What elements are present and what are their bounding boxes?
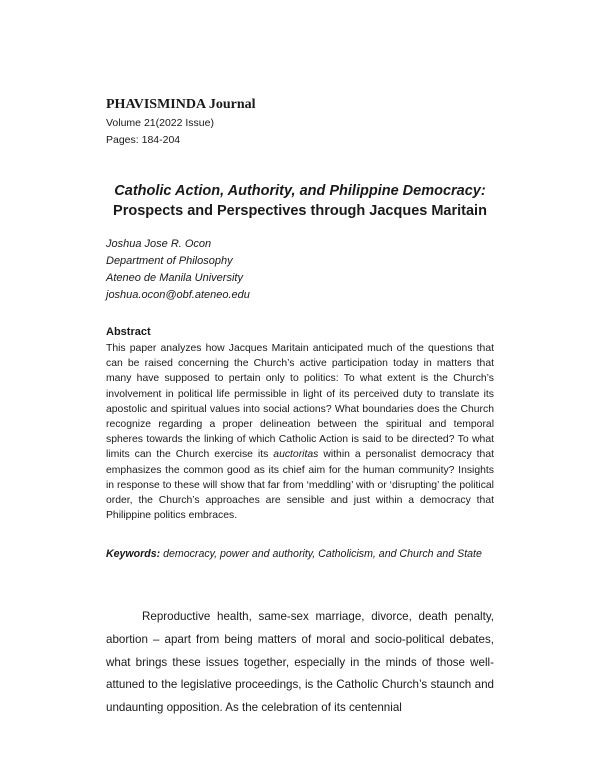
abstract-text — [106, 341, 494, 523]
page-range: Pages: 184-204 — [106, 134, 181, 146]
body-paragraph: Reproductive health, same-sex marriage, divorce, death penalty, abortion – apart from being matters of moral and socio-political debates, what brings these issues together, especially in the minds of those well-attuned to the legislative proceedings, is the Catholic Church’s staunch and undaunting opposition. As the celebration of its centennial — [106, 610, 494, 715]
keywords-text: democracy, power and authority, Catholicism, and Church and State — [160, 548, 482, 560]
volume-info: Volume 21(2022 Issue) — [106, 117, 214, 129]
abstract-italic-term: auctoritas — [273, 449, 319, 461]
abstract-text-part-1: This paper analyzes how Jacques Maritain anticipated much of the questions that can be raised concerning the Church’s active participation today in matters that many have supposed to pertain only to politics: To what extent is the Church’s involvement in political life permissible in light of its perceived duty to translate its apostolic and spiritual values into social actions? What boundaries does the Church recognize regarding a proper delineation between the spiritual and temporal spheres towards the linking of which Catholic Action is said to be directed? To what limits can the Church exercise its — [106, 343, 494, 461]
author-department: Department of Philosophy — [106, 255, 233, 267]
author-university: Ateneo de Manila University — [106, 272, 243, 284]
keywords — [106, 546, 494, 562]
paper-title-line-2: Prospects and Perspectives through Jacques Maritain — [113, 203, 487, 219]
abstract-text-part-2: within a personalist democracy that emphasizes the common good as its chief aim for the human community? Insights in response to these will show that far from ‘meddling’ with or ‘disrupting’ the political order, the Church’s approaches are sensible and just within a democracy that Philippine politics embraces. — [106, 449, 494, 522]
journal-name: PHAVISMINDA Journal — [106, 97, 256, 112]
author-email: joshua.ocon@obf.ateneo.edu — [106, 289, 250, 301]
keywords-label: Keywords: — [106, 548, 161, 560]
author-name: Joshua Jose R. Ocon — [106, 238, 212, 250]
abstract-heading: Abstract — [106, 326, 151, 338]
paper-title-line-1: Catholic Action, Authority, and Philippine Democracy: — [114, 183, 486, 199]
